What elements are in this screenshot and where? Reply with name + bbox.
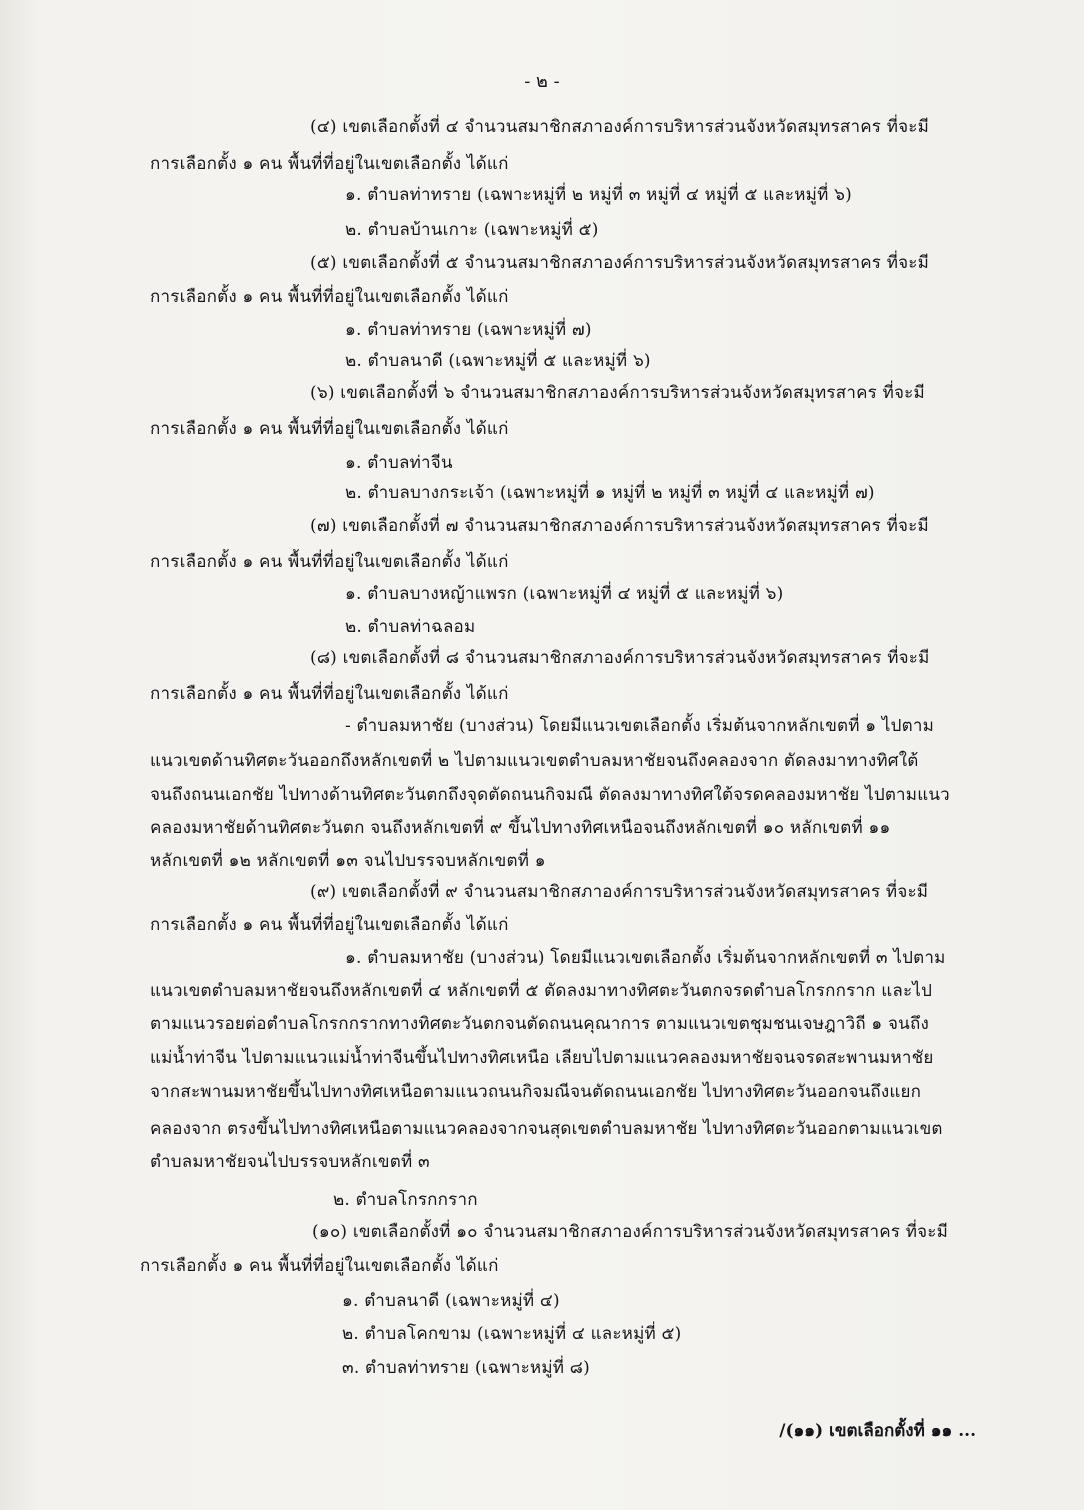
district-5-item-2: ๒. ตำบลนาดี (เฉพาะหมู่ที่ ๕ และหมู่ที่ ๖) (345, 351, 651, 371)
district-4-continuation: การเลือกตั้ง ๑ คน พื้นที่ที่อยู่ในเขตเลือกตั้ง ได้แก่ (150, 154, 509, 174)
district-5-continuation: การเลือกตั้ง ๑ คน พื้นที่ที่อยู่ในเขตเลือกตั้ง ได้แก่ (150, 287, 509, 307)
district-5-heading: (๕) เขตเลือกตั้งที่ ๕ จำนวนสมาชิกสภาองค์การบริหารส่วนจังหวัดสมุทรสาคร ที่จะมี (310, 253, 930, 273)
district-8-text-3: คลองมหาชัยด้านทิศตะวันตก จนถึงหลักเขตที่ ๙ ขึ้นไปทางทิศเหนือจนถึงหลักเขตที่ ๑๐ หลักเขตที่ ๑๑ (150, 818, 891, 838)
district-8-continuation: การเลือกตั้ง ๑ คน พื้นที่ที่อยู่ในเขตเลือกตั้ง ได้แก่ (150, 684, 509, 704)
district-9-text-4: จากสะพานมหาชัยขึ้นไปทางทิศเหนือตามแนวถนนกิจมณีจนตัดถนนเอกชัย ไปทางทิศตะวันออกจนถึงแยก (150, 1082, 922, 1102)
district-5-item-1: ๑. ตำบลท่าทราย (เฉพาะหมู่ที่ ๗) (345, 320, 592, 340)
district-10-item-2: ๒. ตำบลโคกขาม (เฉพาะหมู่ที่ ๔ และหมู่ที่ ๕) (342, 1324, 682, 1344)
page-number: - ๒ - (524, 71, 560, 92)
district-9-text-2: ตามแนวรอยต่อตำบลโกรกกรากทางทิศตะวันตกจนตัดถนนคุณาการ ตามแนวเขตชุมชนเจษฎาวิถี ๑ จนถึง (150, 1014, 929, 1034)
district-8-text-2: จนถึงถนนเอกชัย ไปทางด้านทิศตะวันตกถึงจุดตัดถนนกิจมณี ตัดลงมาทางทิศใต้จรดคลองมหาชัย ไปตามแนว (150, 785, 950, 805)
district-8-text-1: แนวเขตด้านทิศตะวันออกถึงหลักเขตที่ ๒ ไปตามแนวเขตตำบลมหาชัยจนถึงคลองจาก ตัดลงมาทางทิศใต้ (150, 751, 919, 771)
district-4-item-1: ๑. ตำบลท่าทราย (เฉพาะหมู่ที่ ๒ หมู่ที่ ๓ หมู่ที่ ๔ หมู่ที่ ๕ และหมู่ที่ ๖) (345, 185, 852, 205)
district-9-continuation: การเลือกตั้ง ๑ คน พื้นที่ที่อยู่ในเขตเลือกตั้ง ได้แก่ (150, 915, 509, 935)
district-10-item-1: ๑. ตำบลนาดี (เฉพาะหมู่ที่ ๔) (342, 1291, 560, 1311)
district-9-item-2: ๒. ตำบลโกรกกราก (333, 1190, 478, 1210)
district-7-item-2: ๒. ตำบลท่าฉลอม (345, 617, 476, 637)
district-7-item-1: ๑. ตำบลบางหญ้าแพรก (เฉพาะหมู่ที่ ๔ หมู่ที่ ๕ และหมู่ที่ ๖) (345, 584, 784, 604)
district-6-heading: (๖) เขตเลือกตั้งที่ ๖ จำนวนสมาชิกสภาองค์การบริหารส่วนจังหวัดสมุทรสาคร ที่จะมี (310, 383, 925, 403)
district-8-item-1: - ตำบลมหาชัย (บางส่วน) โดยมีแนวเขตเลือกตั้ง เริ่มต้นจากหลักเขตที่ ๑ ไปตาม (345, 716, 934, 736)
district-8-heading: (๘) เขตเลือกตั้งที่ ๘ จำนวนสมาชิกสภาองค์การบริหารส่วนจังหวัดสมุทรสาคร ที่จะมี (310, 648, 930, 668)
district-9-text-5: คลองจาก ตรงขึ้นไปทางทิศเหนือตามแนวคลองจากจนสุดเขตตำบลมหาชัย ไปทางทิศตะวันออกตามแนวเขต (150, 1119, 943, 1139)
district-6-continuation: การเลือกตั้ง ๑ คน พื้นที่ที่อยู่ในเขตเลือกตั้ง ได้แก่ (150, 419, 509, 439)
district-10-item-3: ๓. ตำบลท่าทราย (เฉพาะหมู่ที่ ๘) (342, 1358, 590, 1378)
district-7-heading: (๗) เขตเลือกตั้งที่ ๗ จำนวนสมาชิกสภาองค์การบริหารส่วนจังหวัดสมุทรสาคร ที่จะมี (310, 516, 929, 536)
district-9-text-3: แม่น้ำท่าจีน ไปตามแนวแม่น้ำท่าจีนขึ้นไปทางทิศเหนือ เลียบไปตามแนวคลองมหาชัยจนจรดสะพานมหาชัย (150, 1048, 934, 1068)
district-7-continuation: การเลือกตั้ง ๑ คน พื้นที่ที่อยู่ในเขตเลือกตั้ง ได้แก่ (150, 552, 509, 572)
district-6-item-2: ๒. ตำบลบางกระเจ้า (เฉพาะหมู่ที่ ๑ หมู่ที่ ๒ หมู่ที่ ๓ หมู่ที่ ๔ และหมู่ที่ ๗) (345, 483, 875, 503)
district-4-heading: (๔) เขตเลือกตั้งที่ ๔ จำนวนสมาชิกสภาองค์การบริหารส่วนจังหวัดสมุทรสาคร ที่จะมี (310, 117, 930, 137)
district-4-item-2: ๒. ตำบลบ้านเกาะ (เฉพาะหมู่ที่ ๕) (345, 220, 599, 240)
district-8-text-4: หลักเขตที่ ๑๒ หลักเขตที่ ๑๓ จนไปบรรจบหลักเขตที่ ๑ (150, 851, 546, 871)
district-6-item-1: ๑. ตำบลท่าจีน (345, 453, 453, 473)
district-9-text-1: แนวเขตตำบลมหาชัยจนถึงหลักเขตที่ ๔ หลักเขตที่ ๕ ตัดลงมาทางทิศตะวันตกจรดตำบลโกรกกราก และไป (150, 981, 933, 1001)
district-10-continuation: การเลือกตั้ง ๑ คน พื้นที่ที่อยู่ในเขตเลือกตั้ง ได้แก่ (140, 1256, 499, 1276)
district-9-heading: (๙) เขตเลือกตั้งที่ ๙ จำนวนสมาชิกสภาองค์การบริหารส่วนจังหวัดสมุทรสาคร ที่จะมี (310, 882, 929, 902)
district-10-heading: (๑๐) เขตเลือกตั้งที่ ๑๐ จำนวนสมาชิกสภาองค์การบริหารส่วนจังหวัดสมุทรสาคร ที่จะมี (312, 1222, 949, 1242)
district-9-item-1: ๑. ตำบลมหาชัย (บางส่วน) โดยมีแนวเขตเลือกตั้ง เริ่มต้นจากหลักเขตที่ ๓ ไปตาม (345, 948, 946, 968)
district-9-text-6: ตำบลมหาชัยจนไปบรรจบหลักเขตที่ ๓ (150, 1152, 430, 1172)
continuation-footer: /(๑๑) เขตเลือกตั้งที่ ๑๑ ... (779, 1421, 976, 1441)
